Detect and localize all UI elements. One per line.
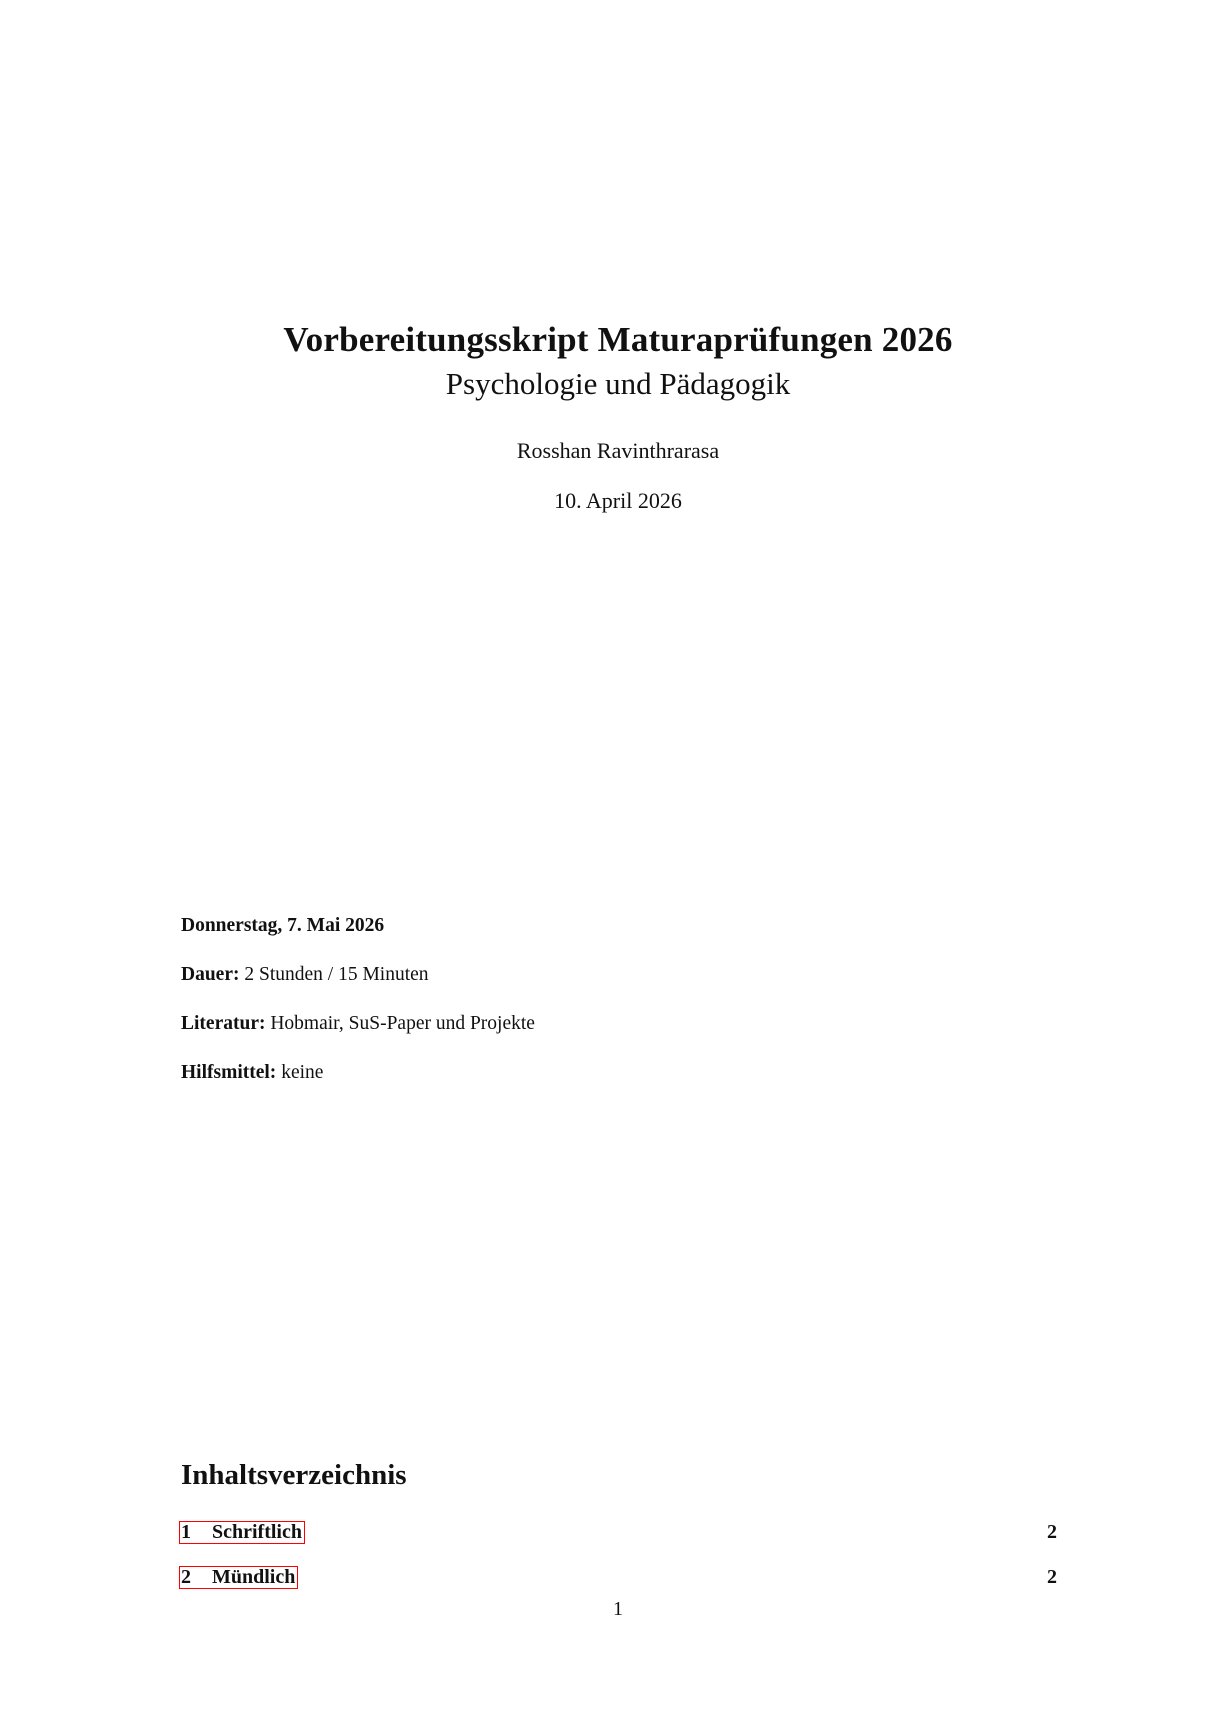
toc-entry-page: 2	[1047, 1521, 1057, 1543]
toc-entry-label: Schriftlich	[212, 1521, 302, 1543]
document-author: Rosshan Ravinthrarasa	[516, 438, 720, 463]
aids-value: keine	[281, 1062, 324, 1083]
toc-heading: Inhaltsverzeichnis	[181, 1459, 407, 1491]
toc-entry	[181, 1566, 1057, 1589]
toc-link-muendlich[interactable]	[179, 1566, 298, 1589]
document-title: Vorbereitungsskript Maturaprüfungen 2026	[283, 320, 953, 359]
exam-date: Donnerstag, 7. Mai 2026	[181, 915, 385, 936]
toc-entry-page: 2	[1047, 1566, 1057, 1588]
page-number: 1	[613, 1598, 623, 1620]
toc-entry-label: Mündlich	[212, 1566, 296, 1588]
duration-value: 2 Stunden / 15 Minuten	[244, 964, 429, 985]
aids-label: Hilfsmittel:	[181, 1062, 277, 1083]
exam-info	[181, 913, 535, 1109]
duration-label: Dauer:	[181, 964, 240, 985]
exam-date-row	[181, 913, 535, 962]
exam-literature-row	[181, 1011, 535, 1060]
toc-link-schriftlich[interactable]	[179, 1521, 305, 1544]
exam-duration-row	[181, 962, 535, 1011]
toc-entry-number: 1	[181, 1521, 191, 1543]
title-block	[0, 318, 1212, 404]
toc-entry-number: 2	[181, 1566, 191, 1588]
document-date: 10. April 2026	[554, 488, 682, 513]
document-subtitle: Psychologie und Pädagogik	[445, 366, 791, 401]
literature-label: Literatur:	[181, 1013, 266, 1034]
literature-value: Hobmair, SuS-Paper und Projekte	[270, 1013, 535, 1034]
exam-aids-row	[181, 1060, 535, 1109]
toc-entry	[181, 1521, 1057, 1544]
